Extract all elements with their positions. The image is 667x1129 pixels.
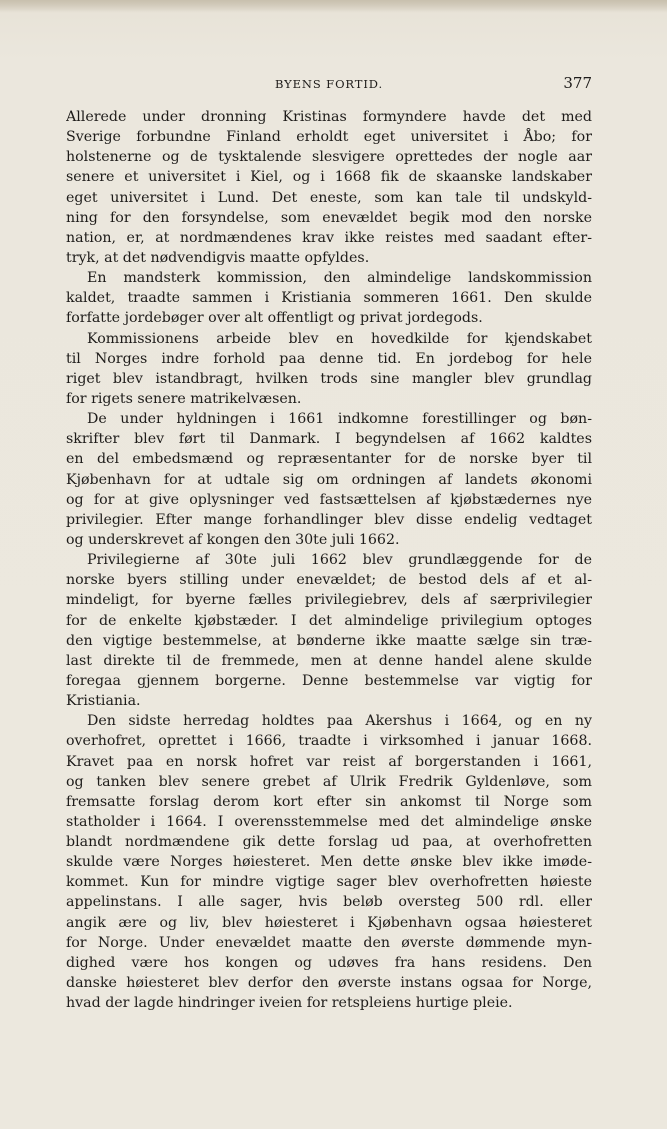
text-line: foregaa gjennem borgerne. Denne bestemmelse var vigtig for bbox=[66, 672, 592, 689]
text-line: riget blev istandbragt, hvilken trods sine mangler blev grundlag bbox=[66, 370, 592, 387]
text-line: for rigets senere matrikelvæsen. bbox=[66, 390, 302, 407]
text-line: Kravet paa en norsk hofret var reist af borgerstanden i 1661, bbox=[66, 753, 592, 770]
page-number: 377 bbox=[563, 74, 592, 92]
text-line: statholder i 1664. I overensstemmelse med det almindelige ønske bbox=[66, 813, 592, 830]
text-line: privilegier. Efter mange forhandlinger blev disse endelig vedtaget bbox=[66, 511, 592, 528]
text-line: Privilegierne af 30te juli 1662 blev grundlæggende for de bbox=[87, 552, 592, 569]
text-line: kaldet, traadte sammen i Kristiania sommeren 1661. Den skulde bbox=[66, 290, 592, 307]
text-line: last direkte til de fremmede, men at denne handel alene skulde bbox=[66, 652, 592, 669]
text-line: kommet. Kun for mindre vigtige sager blev overhofretten høieste bbox=[66, 874, 592, 891]
text-line: en del embedsmænd og repræsentanter for de norske byer til bbox=[66, 451, 592, 468]
text-line: skulde være Norges høiesteret. Men dette ønske blev ikke imøde- bbox=[66, 854, 592, 871]
text-line: En mandsterk kommission, den almindelige landskommission bbox=[87, 270, 592, 287]
text-line: Allerede under dronning Kristinas formyndere havde det med bbox=[66, 109, 592, 125]
text-line: og for at give oplysninger ved fastsættelsen af kjøbstædernes nye bbox=[66, 491, 592, 508]
text-line: angik ære og liv, blev høiesteret i Kjøbenhavn ogsaa høiesteret bbox=[66, 914, 592, 931]
text-line: fremsatte forslag derom kort efter sin ankomst til Norge som bbox=[66, 793, 592, 810]
text-line: til Norges indre forhold paa denne tid. En jordebog for hele bbox=[66, 350, 592, 367]
text-line: eget universitet i Lund. Det eneste, som kan tale til undskyld- bbox=[66, 189, 592, 206]
page-top-edge bbox=[0, 0, 667, 12]
text-line: mindeligt, for byerne fælles privilegiebrev, dels af særprivilegier bbox=[66, 592, 592, 609]
text-line: ning for den forsyndelse, som enevældet begik mod den norske bbox=[66, 209, 592, 226]
text-line: Den sidste herredag holdtes paa Akershus i 1664, og en ny bbox=[87, 713, 592, 730]
text-line: appelinstans. I alle sager, hvis beløb oversteg 500 rdl. eller bbox=[66, 894, 592, 911]
text-line: skrifter blev ført til Danmark. I begyndelsen af 1662 kaldtes bbox=[66, 431, 592, 448]
text-line: holstenerne og de tysktalende slesvigere oprettedes der nogle aar bbox=[66, 149, 592, 166]
text-line: nation, er, at nordmændenes krav ikke reistes med saadant efter- bbox=[66, 229, 592, 246]
text-line: De under hyldningen i 1661 indkomne forestillinger og bøn- bbox=[87, 411, 592, 428]
text-line: for de enkelte kjøbstæder. I det almindelige privilegium optoges bbox=[66, 612, 592, 629]
text-line: den vigtige bestemmelse, at bønderne ikke maatte sælge sin træ- bbox=[66, 632, 592, 649]
text-line: norske byers stilling under enevældet; de bestod dels af et al- bbox=[66, 572, 592, 589]
text-line: tryk, at det nødvendigvis maatte opfyldes. bbox=[66, 249, 370, 266]
body-text bbox=[66, 107, 592, 1013]
running-head: BYENS FORTID. bbox=[274, 77, 384, 91]
text-line: danske høiesteret blev derfor den øverste instans ogsaa for Norge, bbox=[66, 975, 592, 992]
text-line: hvad der lagde hindringer iveien for retspleiens hurtige pleie. bbox=[66, 995, 513, 1012]
text-line: forfatte jordebøger over alt offentligt og privat jordegods. bbox=[66, 310, 483, 327]
text-line: overhofret, oprettet i 1666, traadte i virksomhed i januar 1668. bbox=[66, 733, 592, 750]
text-line: Kjøbenhavn for at udtale sig om ordningen af landets økonomi bbox=[66, 471, 592, 488]
text-line: for Norge. Under enevældet maatte den øverste dømmende myn- bbox=[66, 934, 592, 951]
text-line: og tanken blev senere grebet af Ulrik Fredrik Gyldenløve, som bbox=[66, 773, 592, 790]
text-line: Kristiania. bbox=[66, 693, 141, 710]
text-line: Kommissionens arbeide blev en hovedkilde for kjendskabet bbox=[87, 330, 592, 347]
text-line: blandt nordmændene gik dette forslag ud paa, at overhofretten bbox=[66, 834, 592, 851]
page-header bbox=[66, 74, 592, 94]
text-line: Sverige forbundne Finland erholdt eget universitet i Åbo; for bbox=[66, 129, 592, 146]
text-line: senere et universitet i Kiel, og i 1668 fik de skaanske landskaber bbox=[66, 169, 592, 186]
text-line: dighed være hos kongen og udøves fra hans residens. Den bbox=[66, 954, 592, 971]
text-line: og underskrevet af kongen den 30te juli 1662. bbox=[66, 531, 400, 548]
